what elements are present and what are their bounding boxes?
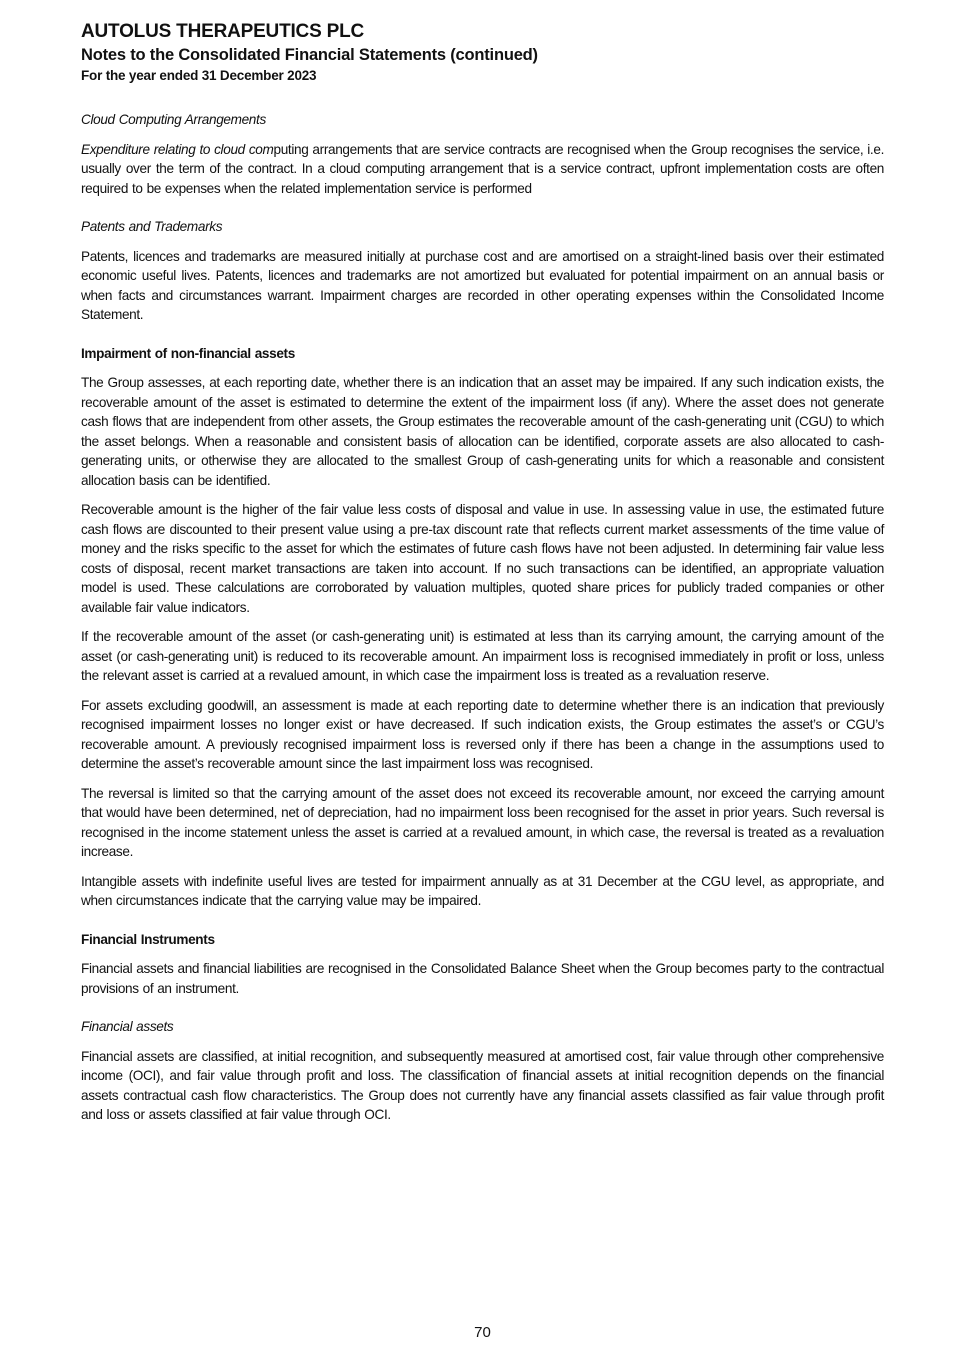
paragraph-financial-assets: Financial assets are classified, at initial recognition, and subsequently measured at amortised cost, fair value through other comprehensive income (OCI), and fair value through profit and loss. The classification of financial assets at initial recognition depends on the financial assets contractual cash flow characteristics. The Group does not currently have any financial assets classified as fair value through profit and loss or assets classified at fair value through OCI. [81,1048,884,1122]
paragraph-indefinite-intangibles: Intangible assets with indefinite useful lives are tested for impairment annually as at 31 December at the CGU level, as appropriate, and when circumstances indicate that the carrying value may be impaired. [81,873,884,908]
section-heading-financial-instruments: Financial Instruments [81,931,215,947]
reporting-period: For the year ended 31 December 2023 [81,68,317,83]
paragraph-impairment-loss: If the recoverable amount of the asset (or cash-generating unit) is estimated at less than its carrying amount, the carrying amount of the asset (or cash-generating unit) is reduced to its recoverable amount. An impairment loss is recognised immediately in profit or loss, unless the relevant asset is carried at a revalued amount, in which case the impairment loss is treated as a revaluation reserve. [81,629,884,683]
section-heading-impairment: Impairment of non-financial assets [81,345,295,361]
paragraph-patents-trademarks: Patents, licences and trademarks are measured initially at purchase cost and are amortised on a straight-lined basis over their estimated economic useful lives. Patents, licences and trademarks are not amortized but evaluated for potential impairment on an annual basis or when facts and circumstances warrant. Impairment charges are recorded in other operating expenses within the Consolidated Income Statement. [81,248,884,322]
paragraph-recoverable-amount: Recoverable amount is the higher of the fair value less costs of disposal and value in use. In assessing value in use, the estimated future cash flows are discounted to their present value using a pre-tax discount rate that reflects current market assessments of the time value of money and the risks specific to the asset for which the estimates of future cash flows have not been adjusted. In determining fair value less costs of disposal, recent market transactions are taken into account. If no such transactions can be identified, an appropriate valuation model is used. These calculations are corroborated by valuation multiples, quoted share prices for publicly traded companies or other available fair value indicators. [81,502,884,615]
document-page [81,20,884,1135]
section-heading-patents-trademarks: Patents and Trademarks [81,219,223,234]
paragraph-reversal-limit: The reversal is limited so that the carrying amount of the asset does not exceed its recoverable amount, nor exceed the carrying amount that would have been determined, net of depreciation, had no impairment loss been recognised for the asset in prior years. Such reversal is recognised in the income statement unless the asset is carried at a revalued amount, in which case, the reversal is treated as a revaluation increase. [81,785,884,859]
document-subtitle: Notes to the Consolidated Financial Statements (continued) [81,46,538,64]
section-financial-assets [81,1017,884,1125]
section-financial-instruments [81,930,884,999]
section-heading-financial-assets: Financial assets [81,1019,174,1034]
paragraph-reversal-assessment: For assets excluding goodwill, an assessment is made at each reporting date to determine whether there is an indication that previously recognised impairment losses no longer exist or have decreased. If such indication exists, the Group estimates the asset’s or CGU’s recoverable amount. A previously recognised impairment loss is reversed only if there has been a change in the assumptions used to determine the asset’s recoverable amount since the last impairment loss was recognised. [81,697,884,771]
paragraph-impairment-assessment: The Group assesses, at each reporting date, whether there is an indication that an asset may be impaired. If any such indication exists, the recoverable amount of the asset is estimated to determine the extent of the impairment loss (if any). Where the asset does not generate cash flows that are independent from other assets, the Group estimates the recoverable amount of the cash-generating unit (CGU) to which the asset belongs. When a reasonable and consistent basis of allocation can be identified, corporate assets are also allocated to cash-generating units, or otherwise they are allocated to the smallest Group of cash-generating units for which a reasonable and consistent allocation basis can be identified. [81,375,884,488]
paragraph-cloud-computing [81,140,884,199]
paragraph-italic-fragment: Expenditure relating to cloud com [81,141,274,157]
page-number: 70 [474,1324,491,1341]
notes-body [81,110,884,1125]
section-heading-cloud-computing: Cloud Computing Arrangements [81,112,266,127]
section-impairment [81,344,884,911]
section-cloud-computing [81,110,884,198]
company-name: AUTOLUS THERAPEUTICS PLC [81,21,365,42]
paragraph-text: puting arrangements that are service contracts are recognised when the Group recognises the service, i.e. usually over the term of the contract. In a cloud computing arrangement that is a service contract, upfront implementation costs are often required to be expenses when the related implementation service is performed [81,141,884,196]
paragraph-financial-instruments: Financial assets and financial liabilities are recognised in the Consolidated Balance Sheet when the Group becomes party to the contractual provisions of an instrument. [81,961,884,996]
section-patents-trademarks [81,217,884,325]
